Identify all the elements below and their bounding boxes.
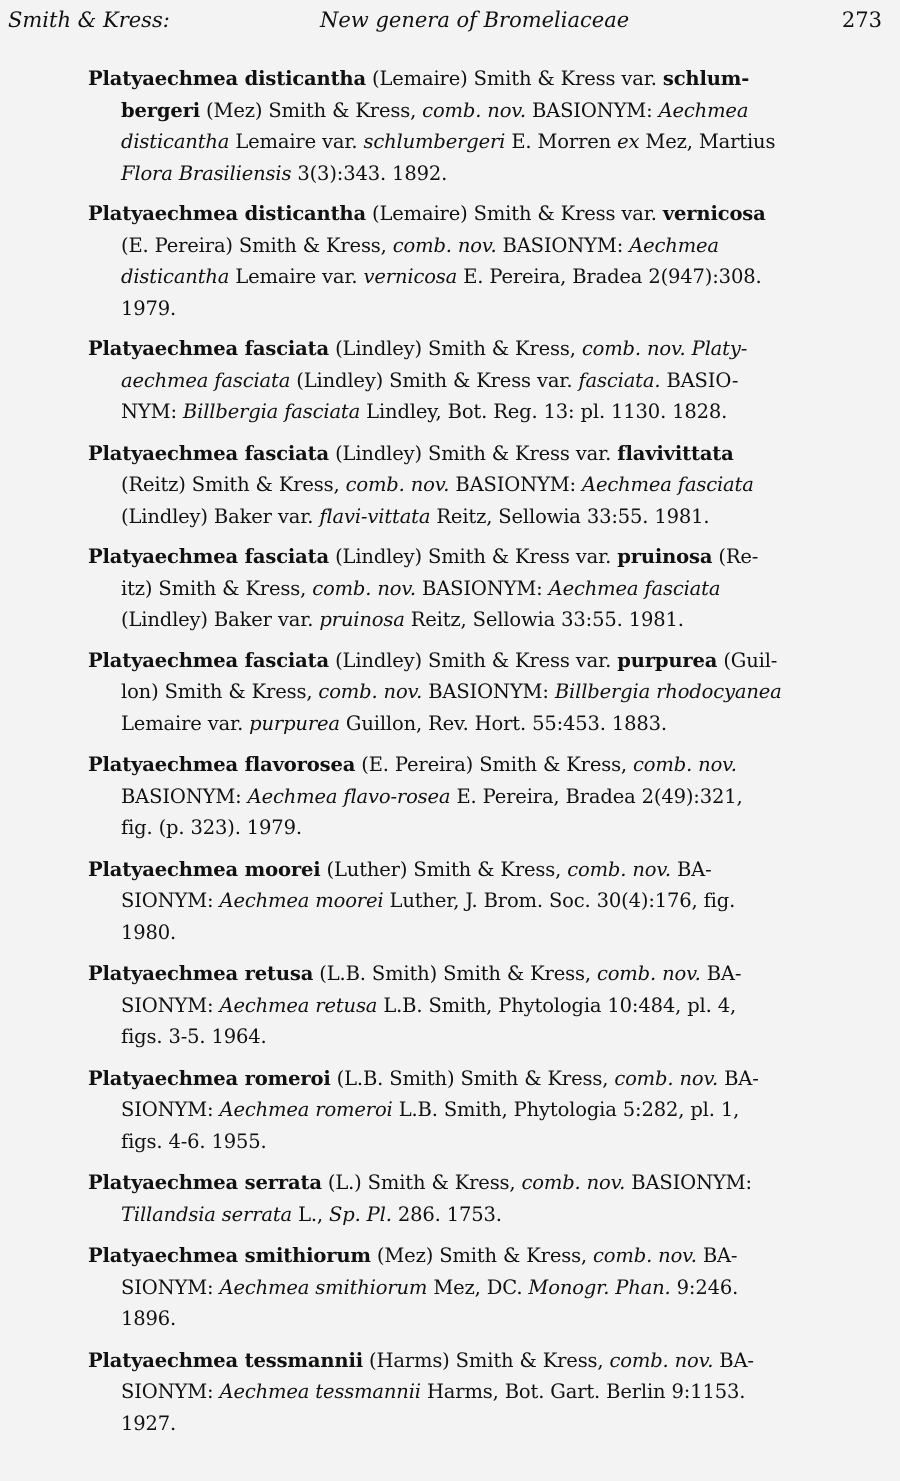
citation-text: (L.) Smith & Kress, (321, 1171, 522, 1194)
italic-text: Monogr. Phan. (528, 1275, 671, 1299)
citation-text: BASIONYM: (496, 233, 630, 257)
taxon-entry (88, 63, 900, 189)
citation-text: (Luther) Smith & Kress, (320, 857, 568, 881)
nomenclature-entries (88, 63, 900, 1439)
taxon-entry (88, 333, 900, 428)
citation-text: Mez, Martius (639, 130, 776, 153)
italic-text: purpurea (249, 711, 340, 735)
taxon-entry (88, 541, 900, 636)
taxon-name: Platyaechmea fasciata (88, 648, 330, 672)
citation-text: (Reitz) Smith & Kress, (121, 473, 346, 496)
citation-text: 286. 1753. (391, 1202, 502, 1226)
citation-text: Lemaire var. (121, 711, 250, 735)
citation-text: E. Morren (505, 130, 618, 153)
entry-continuation-line (88, 676, 900, 708)
italic-text: Aechmea (629, 233, 719, 257)
citation-text: SIONYM: (121, 889, 220, 912)
taxon-name: Platyaechmea tessmannii (88, 1348, 363, 1372)
italic-text: Tillandsia serrata (121, 1202, 293, 1226)
entry-heading-line (88, 63, 900, 95)
entry-continuation-line (88, 781, 900, 813)
italic-text: Aechmea flavo-rosea (247, 784, 451, 808)
taxon-name: flavivittata (617, 441, 734, 465)
taxon-entry (88, 749, 900, 844)
taxon-name: schlum- (662, 67, 750, 90)
entry-continuation-line (88, 293, 900, 325)
italic-text: aechmea fasciata (121, 368, 291, 392)
citation-text: (Lindley) Baker var. (121, 608, 320, 631)
citation-text: BASIONYM: (625, 1171, 752, 1194)
citation-text: 3(3):343. 1892. (291, 161, 448, 185)
taxon-name: Platyaechmea fasciata (88, 441, 330, 465)
entry-continuation-line (88, 1094, 900, 1126)
citation-text: BASIONYM: (525, 98, 659, 122)
italic-text: comb. nov. (609, 1348, 714, 1372)
entry-heading-line (88, 645, 900, 677)
entry-continuation-line (88, 573, 900, 605)
citation-text: (L.B. Smith) Smith & Kress, (330, 1066, 615, 1090)
entry-continuation-line (88, 261, 900, 293)
citation-text: fig. (p. 323). 1979. (121, 816, 302, 839)
italic-text: comb. nov. Platy- (581, 337, 748, 360)
entry-continuation-line (88, 917, 900, 949)
italic-text: Aechmea fasciata (582, 473, 754, 496)
entry-continuation-line (88, 230, 900, 262)
italic-text: flavi-vittata (319, 504, 431, 528)
entry-continuation-line (88, 1126, 900, 1158)
citation-text: Reitz, Sellowia 33:55. 1981. (430, 504, 710, 528)
citation-text: 9:246. (670, 1275, 739, 1299)
citation-text: E. Pereira, Bradea 2(947):308. (457, 265, 762, 288)
entry-continuation-line (88, 396, 900, 428)
italic-text: Billbergia fasciata (182, 400, 361, 423)
citation-text: (Lemaire) Smith & Kress var. (365, 67, 663, 90)
italic-text: Sp. Pl. (329, 1202, 392, 1226)
taxon-name: Platyaechmea fasciata (88, 337, 330, 360)
taxon-entry (88, 645, 900, 740)
entry-continuation-line (88, 1272, 900, 1304)
italic-text: Billbergia rhodocyanea (554, 680, 782, 703)
citation-text: Lemaire var. (229, 265, 364, 288)
taxon-name: Platyaechmea retusa (88, 962, 314, 985)
citation-text: BASIONYM: (449, 473, 583, 496)
entry-continuation-line (88, 126, 900, 158)
citation-text: (Lindley) Smith & Kress var. (329, 648, 618, 672)
citation-text: (Lemaire) Smith & Kress var. (365, 202, 663, 225)
italic-text: comb. nov. (422, 98, 526, 122)
entry-continuation-line (88, 1021, 900, 1053)
taxon-entry (88, 854, 900, 949)
entry-heading-line (88, 958, 900, 990)
italic-text: comb. nov. (345, 473, 450, 496)
entry-heading-line (88, 198, 900, 230)
italic-text: vernicosa (363, 265, 458, 288)
entry-heading-line (88, 1167, 900, 1199)
taxon-name: Platyaechmea disticantha (88, 202, 366, 225)
entry-heading-line (88, 541, 900, 573)
italic-text: pruinosa (319, 608, 405, 631)
citation-text: Lemaire var. (229, 130, 364, 153)
citation-text: BA- (700, 962, 742, 985)
citation-text: figs. 4-6. 1955. (121, 1129, 267, 1153)
citation-text: BA- (718, 1066, 759, 1090)
taxon-name: pruinosa (617, 545, 713, 568)
citation-text: (Guil- (717, 648, 778, 672)
citation-text: (E. Pereira) Smith & Kress, (121, 233, 393, 257)
citation-text: (Lindley) Smith & Kress var. (290, 368, 579, 392)
entry-continuation-line (88, 1199, 900, 1231)
citation-text: Guillon, Rev. Hort. 55:453. 1883. (339, 711, 667, 735)
running-header-title: New genera of Bromeliaceae (320, 8, 630, 32)
entry-continuation-line (88, 1303, 900, 1335)
italic-text: comb. nov. (593, 1244, 697, 1267)
italic-text: fasciata. (578, 368, 661, 392)
entry-continuation-line (88, 501, 900, 533)
citation-text: BASIONYM: (415, 576, 549, 600)
citation-text: Harms, Bot. Gart. Berlin 9:1153. (420, 1380, 746, 1403)
italic-text: schlumbergeri (363, 130, 506, 153)
citation-text: itz) Smith & Kress, (121, 576, 313, 600)
citation-text: (Lindley) Smith & Kress var. (329, 441, 618, 465)
entry-continuation-line (88, 885, 900, 917)
entry-continuation-line (88, 1408, 900, 1440)
taxon-entry (88, 1240, 900, 1335)
citation-text: SIONYM: (121, 1098, 220, 1121)
entry-continuation-line (88, 1376, 900, 1408)
citation-text: (Lindley) Smith & Kress var. (329, 545, 618, 568)
entry-continuation-line (88, 604, 900, 636)
italic-text: comb. nov. (312, 576, 416, 600)
italic-text: ex (617, 130, 640, 153)
taxon-entry (88, 198, 900, 324)
taxon-name: Platyaechmea romeroi (88, 1066, 331, 1090)
page-number: 273 (841, 8, 882, 32)
citation-text: BASIONYM: (121, 784, 248, 808)
citation-text: 1980. (121, 920, 177, 944)
italic-text: comb. nov. (633, 753, 737, 776)
entry-continuation-line (88, 990, 900, 1022)
citation-text: L.B. Smith, Phytologia 5:282, pl. 1, (392, 1098, 740, 1121)
italic-text: comb. nov. (318, 680, 423, 703)
entry-heading-line (88, 1345, 900, 1377)
entry-continuation-line (88, 95, 900, 127)
italic-text: Flora Brasiliensis (121, 161, 292, 185)
taxon-name: bergeri (121, 98, 200, 122)
italic-text: Aechmea tessmannii (219, 1380, 421, 1403)
entry-heading-line (88, 854, 900, 886)
entry-heading-line (88, 749, 900, 781)
taxon-name: Platyaechmea disticantha (88, 67, 366, 90)
italic-text: disticantha (121, 265, 230, 288)
citation-text: (Lindley) Smith & Kress, (329, 337, 582, 360)
citation-text: (Harms) Smith & Kress, (362, 1348, 610, 1372)
citation-text: (Mez) Smith & Kress, (200, 98, 423, 122)
italic-text: Aechmea (658, 98, 749, 122)
citation-text: figs. 3-5. 1964. (121, 1025, 267, 1048)
italic-text: Aechmea moorei (219, 889, 384, 912)
italic-text: comb. nov. (567, 857, 671, 881)
citation-text: SIONYM: (121, 993, 220, 1017)
citation-text: BASIONYM: (422, 680, 555, 703)
citation-text: (Re- (712, 545, 759, 568)
citation-text: 1979. (121, 296, 177, 320)
entry-heading-line (88, 438, 900, 470)
entry-continuation-line (88, 365, 900, 397)
taxon-name: Platyaechmea serrata (88, 1171, 322, 1194)
entry-heading-line (88, 1063, 900, 1095)
taxon-entry (88, 958, 900, 1053)
citation-text: (Lindley) Baker var. (121, 504, 320, 528)
entry-continuation-line (88, 708, 900, 740)
citation-text: 1896. (121, 1307, 177, 1330)
italic-text: comb. nov. (614, 1066, 719, 1090)
entry-continuation-line (88, 812, 900, 844)
taxon-name: vernicosa (662, 202, 766, 225)
entry-heading-line (88, 1240, 900, 1272)
citation-text: Luther, J. Brom. Soc. 30(4):176, fig. (383, 889, 736, 912)
entry-continuation-line (88, 158, 900, 190)
citation-text: (E. Pereira) Smith & Kress, (355, 753, 634, 776)
citation-text: Mez, DC. (427, 1275, 529, 1299)
taxon-name: Platyaechmea smithiorum (88, 1244, 371, 1267)
taxon-name: purpurea (617, 648, 718, 672)
citation-text: E. Pereira, Bradea 2(49):321, (450, 784, 743, 808)
taxon-name: Platyaechmea moorei (88, 857, 321, 881)
italic-text: comb. nov. (596, 962, 701, 985)
citation-text: Lindley, Bot. Reg. 13: pl. 1130. 1828. (360, 400, 728, 423)
italic-text: Aechmea fasciata (548, 576, 721, 600)
taxon-entry (88, 438, 900, 533)
italic-text: comb. nov. (392, 233, 497, 257)
citation-text: SIONYM: (121, 1380, 220, 1403)
citation-text: BA- (670, 857, 712, 881)
entry-continuation-line (88, 469, 900, 501)
citation-text: (L.B. Smith) Smith & Kress, (313, 962, 597, 985)
taxon-entry (88, 1063, 900, 1158)
citation-text: L., (292, 1202, 330, 1226)
taxon-entry (88, 1345, 900, 1440)
citation-text: 1927. (121, 1411, 177, 1435)
citation-text: (Mez) Smith & Kress, (370, 1244, 594, 1267)
citation-text: BASIO- (660, 368, 739, 392)
citation-text: Reitz, Sellowia 33:55. 1981. (404, 608, 684, 631)
taxon-name: Platyaechmea flavorosea (88, 753, 356, 776)
italic-text: Aechmea romeroi (219, 1098, 393, 1121)
citation-text: BA- (696, 1244, 738, 1267)
italic-text: Aechmea smithiorum (219, 1275, 428, 1299)
citation-text: BA- (713, 1348, 754, 1372)
taxon-name: Platyaechmea fasciata (88, 545, 330, 568)
italic-text: disticantha (121, 130, 230, 153)
italic-text: comb. nov. (521, 1171, 626, 1194)
citation-text: SIONYM: (121, 1275, 220, 1299)
running-header-authors: Smith & Kress: (8, 8, 170, 32)
entry-heading-line (88, 333, 900, 365)
citation-text: L.B. Smith, Phytologia 10:484, pl. 4, (377, 993, 737, 1017)
citation-text: NYM: (121, 400, 183, 423)
citation-text: lon) Smith & Kress, (121, 680, 319, 703)
italic-text: Aechmea retusa (219, 993, 378, 1017)
taxon-entry (88, 1167, 900, 1230)
